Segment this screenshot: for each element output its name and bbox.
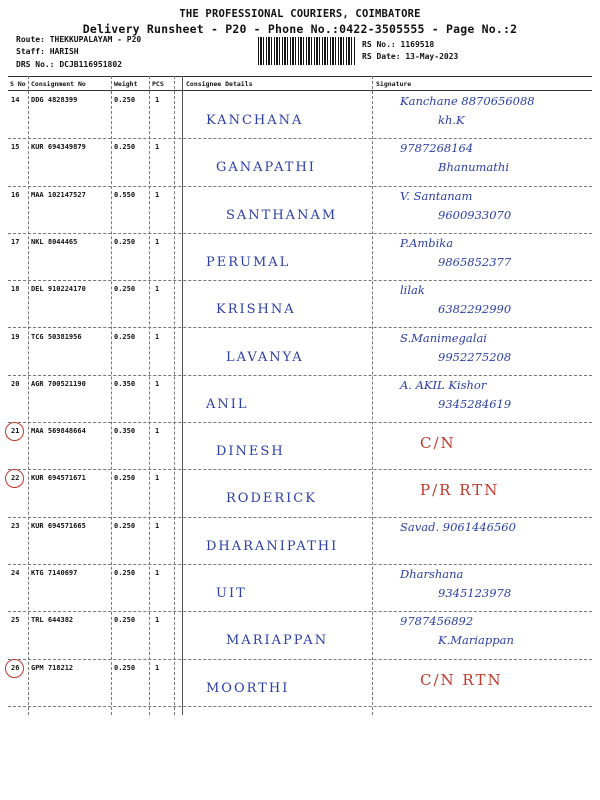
runsheet-table: [8, 76, 592, 715]
row-consignment-no: GPM 718212: [31, 663, 74, 672]
table-row: [8, 469, 592, 516]
consignee-name: LAVANYA: [226, 349, 304, 365]
signature-line-2: 9952275208: [438, 349, 512, 364]
return-remark: P/R RTN: [420, 481, 500, 500]
barcode-image: [258, 37, 356, 65]
row-consignment-no: DEL 910224170: [31, 285, 86, 294]
row-weight: 0.250: [114, 663, 136, 672]
row-sno: 24: [11, 569, 20, 577]
rs-date: RS Date: 13-May-2023: [362, 52, 459, 61]
signature-line-1: 9787456892: [400, 614, 474, 629]
row-weight: 0.250: [114, 569, 136, 577]
table-row: [8, 422, 592, 469]
row-sno: 18: [11, 285, 20, 294]
table-row: [8, 186, 592, 233]
table-row: [8, 138, 592, 185]
row-weight: 0.250: [114, 285, 136, 294]
row-consignment-no: KUR 694571665: [31, 521, 86, 530]
row-pcs: 1: [155, 663, 160, 672]
row-weight: 0.250: [114, 237, 136, 246]
row-weight: 0.350: [114, 379, 136, 388]
consignee-name: ANIL: [206, 396, 249, 412]
row-weight: 0.250: [114, 96, 136, 104]
row-weight: 0.250: [114, 332, 136, 341]
row-consignment-no: KUR 694571671: [31, 474, 86, 483]
row-consignment-no: TCG 50381956: [31, 332, 82, 341]
consignee-name: MOORTHI: [206, 680, 290, 696]
row-consignment-no: NKL 8044465: [31, 237, 78, 246]
row-sno: 26: [11, 663, 20, 672]
signature-line-1: S.Manimegalai: [400, 330, 487, 345]
row-pcs: 1: [155, 427, 160, 436]
row-sno: 21: [11, 427, 20, 436]
col-header-pcs: PCS: [152, 80, 164, 88]
row-weight: 0.250: [114, 474, 136, 483]
row-weight: 0.250: [114, 616, 136, 625]
signature-line-2: 6382292990: [438, 302, 512, 317]
signature-line-2: 9600933070: [438, 207, 512, 222]
route-label: Route: THEKKUPALAYAM - P20: [16, 35, 142, 44]
row-pcs: 1: [155, 143, 160, 152]
row-pcs: 1: [155, 616, 160, 625]
row-pcs: 1: [155, 521, 160, 530]
signature-line-2: K.Mariappan: [438, 633, 514, 648]
drs-number: DRS No.: DCJB116951802: [16, 60, 122, 69]
row-sno: 19: [11, 332, 20, 341]
col-header-weight: Weight: [114, 80, 138, 88]
consignee-name: GANAPATHI: [216, 160, 316, 176]
signature-line-2: 9345284619: [438, 396, 512, 411]
consignee-name: KANCHANA: [206, 113, 304, 128]
row-sno: 14: [11, 96, 20, 104]
signature-line-1: V. Santanam: [400, 188, 473, 203]
signature-line-1: lilak: [400, 283, 425, 298]
row-consignment-no: KUR 694349879: [31, 143, 86, 152]
signature-line-1: 9787268164: [400, 141, 474, 156]
consignee-name: PERUMAL: [206, 254, 291, 270]
table-row: [8, 233, 592, 280]
table-row: [8, 659, 592, 706]
table-row: [8, 91, 592, 138]
return-remark: C/N RTN: [420, 670, 503, 689]
signature-line-1: P.Ambika: [400, 235, 454, 250]
consignee-name: RODERICK: [226, 491, 317, 507]
signature-line-2: 9345123978: [438, 586, 512, 600]
row-pcs: 1: [155, 190, 160, 199]
row-pcs: 1: [155, 474, 160, 483]
row-sno: 17: [11, 237, 20, 246]
row-pcs: 1: [155, 569, 160, 577]
row-sno: 22: [11, 474, 20, 483]
circle-mark: [5, 659, 24, 678]
table-row: [8, 328, 592, 375]
signature-line-2: kh.K: [438, 113, 465, 127]
row-consignment-no: MAA 102147527: [31, 190, 86, 199]
row-sno: 25: [11, 616, 20, 625]
row-sno: 20: [11, 379, 20, 388]
row-pcs: 1: [155, 237, 160, 246]
row-weight: 0.550: [114, 190, 136, 199]
consignee-name: DINESH: [216, 444, 285, 460]
col-header-consignee: Consignee Details: [186, 80, 253, 88]
row-consignment-no: KTG 7140697: [31, 569, 78, 577]
row-sno: 15: [11, 143, 20, 152]
row-consignment-no: AGR 700521190: [31, 379, 86, 388]
row-consignment-no: MAA 569848664: [31, 427, 86, 436]
signature-line-1: Dharshana: [400, 567, 464, 581]
consignee-name: KRISHNA: [216, 302, 296, 318]
row-pcs: 1: [155, 379, 160, 388]
row-weight: 0.250: [114, 143, 136, 152]
row-pcs: 1: [155, 332, 160, 341]
col-header-signature: Signature: [376, 80, 412, 88]
consignee-name: DHARANIPATHI: [206, 538, 339, 554]
consignee-name: MARIAPPAN: [226, 633, 329, 649]
table-row: [8, 375, 592, 422]
signature-line-2: 9865852377: [438, 254, 512, 269]
consignee-name: UIT: [216, 586, 247, 601]
col-header-sno: S No: [10, 80, 26, 88]
row-weight: 0.250: [114, 521, 136, 530]
row-pcs: 1: [155, 96, 160, 104]
table-row: [8, 564, 592, 611]
return-remark: C/N: [420, 434, 456, 453]
consignee-name: SANTHANAM: [226, 207, 338, 223]
signature-line-2: Bhanumathi: [438, 160, 509, 175]
signature-line-1: A. AKIL Kishor: [400, 377, 487, 392]
signature-line-1: Savad. 9061446560: [400, 519, 516, 534]
table-row: [8, 517, 592, 564]
signature-line-1: Kanchane 8870656088: [400, 94, 535, 108]
row-consignment-no: DDG 4828399: [31, 96, 78, 104]
circle-mark: [5, 469, 24, 488]
row-pcs: 1: [155, 285, 160, 294]
row-weight: 0.350: [114, 427, 136, 436]
runsheet-subtitle: Delivery Runsheet - P20 - Phone No.:0422-3505555 - Page No.:2: [82, 22, 518, 36]
table-row: [8, 280, 592, 327]
table-row: [8, 611, 592, 658]
row-consignment-no: TRL 644382: [31, 616, 74, 625]
col-header-consignment: Consignment No: [31, 80, 86, 88]
rs-number: RS No.: 1169518: [362, 40, 435, 49]
circle-mark: [5, 422, 24, 441]
staff-label: Staff: HARISH: [16, 47, 79, 56]
row-sno: 16: [11, 190, 20, 199]
runsheet-title: THE PROFESSIONAL COURIERS, COIMBATORE: [179, 8, 421, 20]
row-sno: 23: [11, 521, 20, 530]
